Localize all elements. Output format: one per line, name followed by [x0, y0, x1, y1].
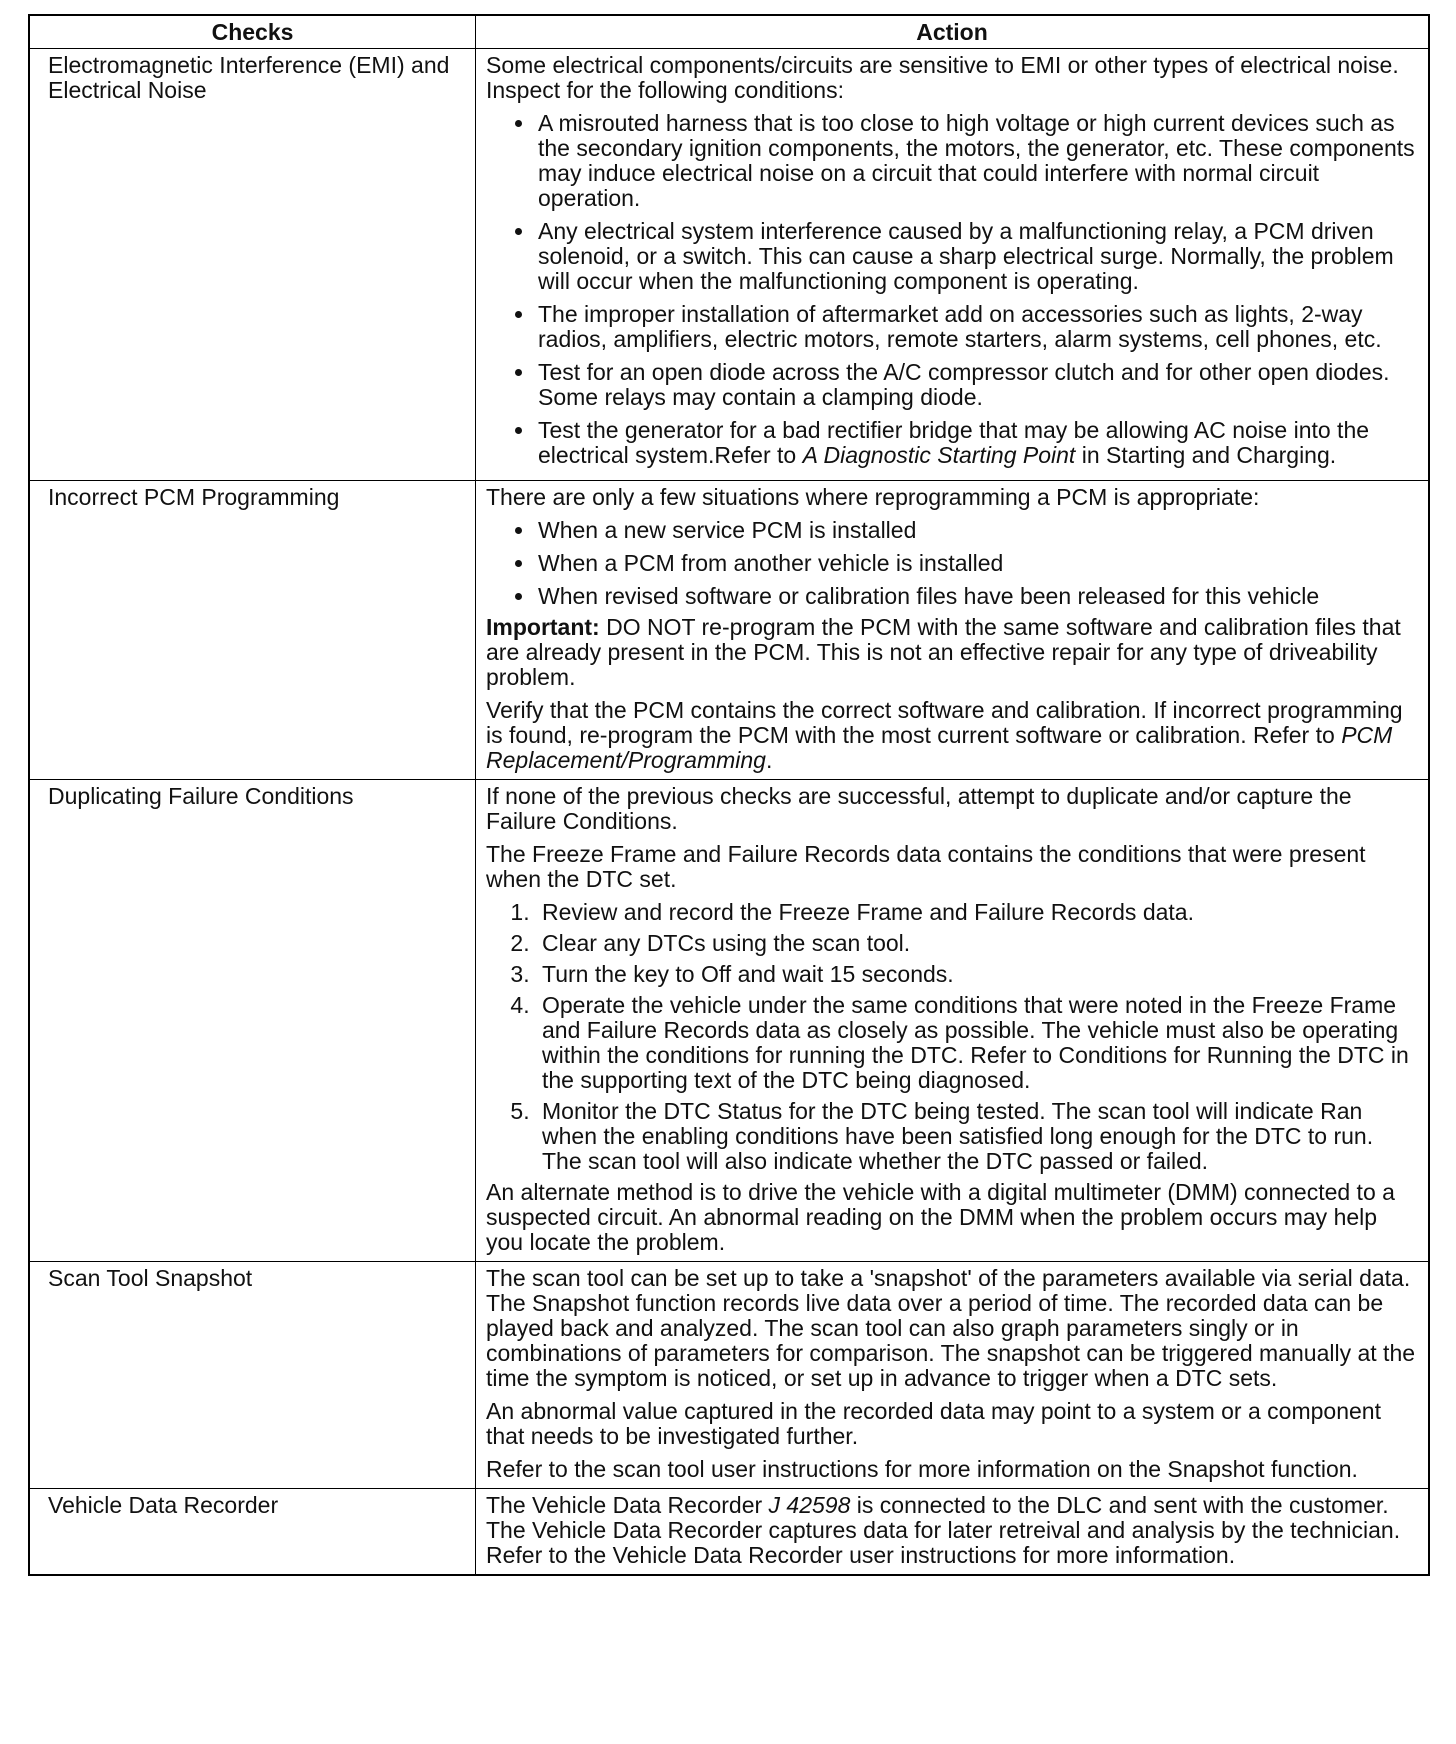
- verify-text-end: .: [765, 747, 773, 773]
- important-note: [486, 615, 1418, 690]
- table-row: [30, 48, 1428, 480]
- action-cell: [476, 1489, 1428, 1574]
- verify-text: Verify that the PCM contains the correct software and calibration. If incorrect programming is found, re-program the PCM with the most current software or calibration. Refer to: [486, 697, 1403, 748]
- table-header-row: [30, 16, 1428, 48]
- reference-link[interactable]: PCM Replacement/Programming: [486, 722, 1393, 773]
- action-paragraph: Refer to the scan tool user instructions for more information on the Snapshot function.: [486, 1456, 1358, 1482]
- action-cell: [476, 49, 1428, 480]
- action-cell: [476, 1262, 1428, 1488]
- check-cell: Duplicating Failure Conditions: [30, 780, 476, 1261]
- verify-paragraph: [486, 698, 1418, 773]
- action-cell: [476, 780, 1428, 1261]
- tool-number: J 42598: [768, 1492, 851, 1518]
- list-item: • When a PCM from another vehicle is installed: [536, 551, 1418, 576]
- recorder-text-end: is connected to the DLC and sent with the customer. The Vehicle Data Recorder captures data for later retreival and analysis by the technician. Refer to the Vehicle Data Recorder user instructions for more information.: [486, 1492, 1401, 1568]
- check-cell: Incorrect PCM Programming: [30, 481, 476, 779]
- action-paragraph: The scan tool can be set up to take a 'snapshot' of the parameters available via serial data. The Snapshot function records live data over a period of time. The recorded data can be played back and analyzed. The scan tool can also graph parameters singly or in combinations of parameters for comparison. The snapshot can be triggered manually at the time the symptom is noticed, or set up in advance to trigger when a DTC sets.: [486, 1265, 1416, 1391]
- action-cell: [476, 481, 1428, 779]
- list-item: 2. Clear any DTCs using the scan tool.: [536, 931, 1418, 956]
- action-paragraph: An abnormal value captured in the recorded data may point to a system or a component that needs to be investigated further.: [486, 1398, 1381, 1449]
- bullet-list: [486, 518, 1418, 609]
- list-item: • When a new service PCM is installed: [536, 518, 1418, 543]
- list-item: • A misrouted harness that is too close to high voltage or high current devices such as the secondary ignition components, the motors, the generator, etc. These components may induce electrical noise on a circuit that could interfere with normal circuit operation.: [536, 111, 1418, 211]
- action-outro: An alternate method is to drive the vehicle with a digital multimeter (DMM) connected to a suspected circuit. An abnormal reading on the DMM when the problem occurs may help you locate the problem.: [486, 1179, 1395, 1255]
- list-item: • When revised software or calibration files have been released for this vehicle: [536, 584, 1418, 609]
- table-row: [30, 779, 1428, 1261]
- list-item: [536, 418, 1418, 468]
- list-item: • Any electrical system interference caused by a malfunctioning relay, a PCM driven solenoid, or a switch. This can cause a sharp electrical surge. Normally, the problem will occur when the malfunctioning component is operating.: [536, 219, 1418, 294]
- recorder-text: The Vehicle Data Recorder: [486, 1492, 769, 1518]
- table-row: [30, 1488, 1428, 1574]
- action-intro: There are only a few situations where reprogramming a PCM is appropriate:: [486, 484, 1260, 510]
- action-paragraph: The Freeze Frame and Failure Records data contains the conditions that were present when the DTC set.: [486, 841, 1366, 892]
- list-item: 5. Monitor the DTC Status for the DTC being tested. The scan tool will indicate Ran when the enabling conditions have been satisfied long enough for the DTC to run. The scan tool will also indicate whether the DTC passed or failed.: [536, 1099, 1418, 1174]
- check-cell: Scan Tool Snapshot: [30, 1262, 476, 1488]
- action-intro: Some electrical components/circuits are sensitive to EMI or other types of electrical noise. Inspect for the following conditions:: [486, 52, 1399, 103]
- important-label: Important:: [486, 614, 600, 640]
- table-row: [30, 480, 1428, 779]
- list-item: • Test for an open diode across the A/C compressor clutch and for other open diodes. Some relays may contain a clamping diode.: [536, 360, 1418, 410]
- important-text: DO NOT re-program the PCM with the same software and calibration files that are already present in the PCM. This is not an effective repair for any type of driveability problem.: [486, 614, 1401, 690]
- table-row: [30, 1261, 1428, 1488]
- bullet-list: [486, 111, 1418, 468]
- step-list: [486, 900, 1418, 1174]
- list-item: 4. Operate the vehicle under the same conditions that were noted in the Freeze Frame and Failure Records data as closely as possible. The vehicle must also be operating within the conditions for running the DTC. Refer to Conditions for Running the DTC in the supporting text of the DTC being diagnosed.: [536, 993, 1418, 1093]
- reference-link[interactable]: A Diagnostic Starting Point: [802, 442, 1076, 468]
- diagnostic-checks-table: [28, 14, 1430, 1576]
- list-item: 1. Review and record the Freeze Frame and Failure Records data.: [536, 900, 1418, 925]
- list-item: 3. Turn the key to Off and wait 15 seconds.: [536, 962, 1418, 987]
- header-action: Action: [916, 19, 988, 45]
- bullet-text: in Starting and Charging.: [1075, 442, 1337, 468]
- bullet-text: Test the generator for a bad rectifier bridge that may be allowing AC noise into the electrical system.Refer to: [538, 417, 1370, 468]
- header-checks: Checks: [30, 16, 476, 48]
- action-intro: If none of the previous checks are successful, attempt to duplicate and/or capture the Failure Conditions.: [486, 783, 1352, 834]
- check-cell: Vehicle Data Recorder: [30, 1489, 476, 1574]
- list-item: • The improper installation of aftermarket add on accessories such as lights, 2-way radios, amplifiers, electric motors, remote starters, alarm systems, cell phones, etc.: [536, 302, 1418, 352]
- action-paragraph: [486, 1493, 1418, 1568]
- check-cell: Electromagnetic Interference (EMI) and Electrical Noise: [30, 49, 476, 480]
